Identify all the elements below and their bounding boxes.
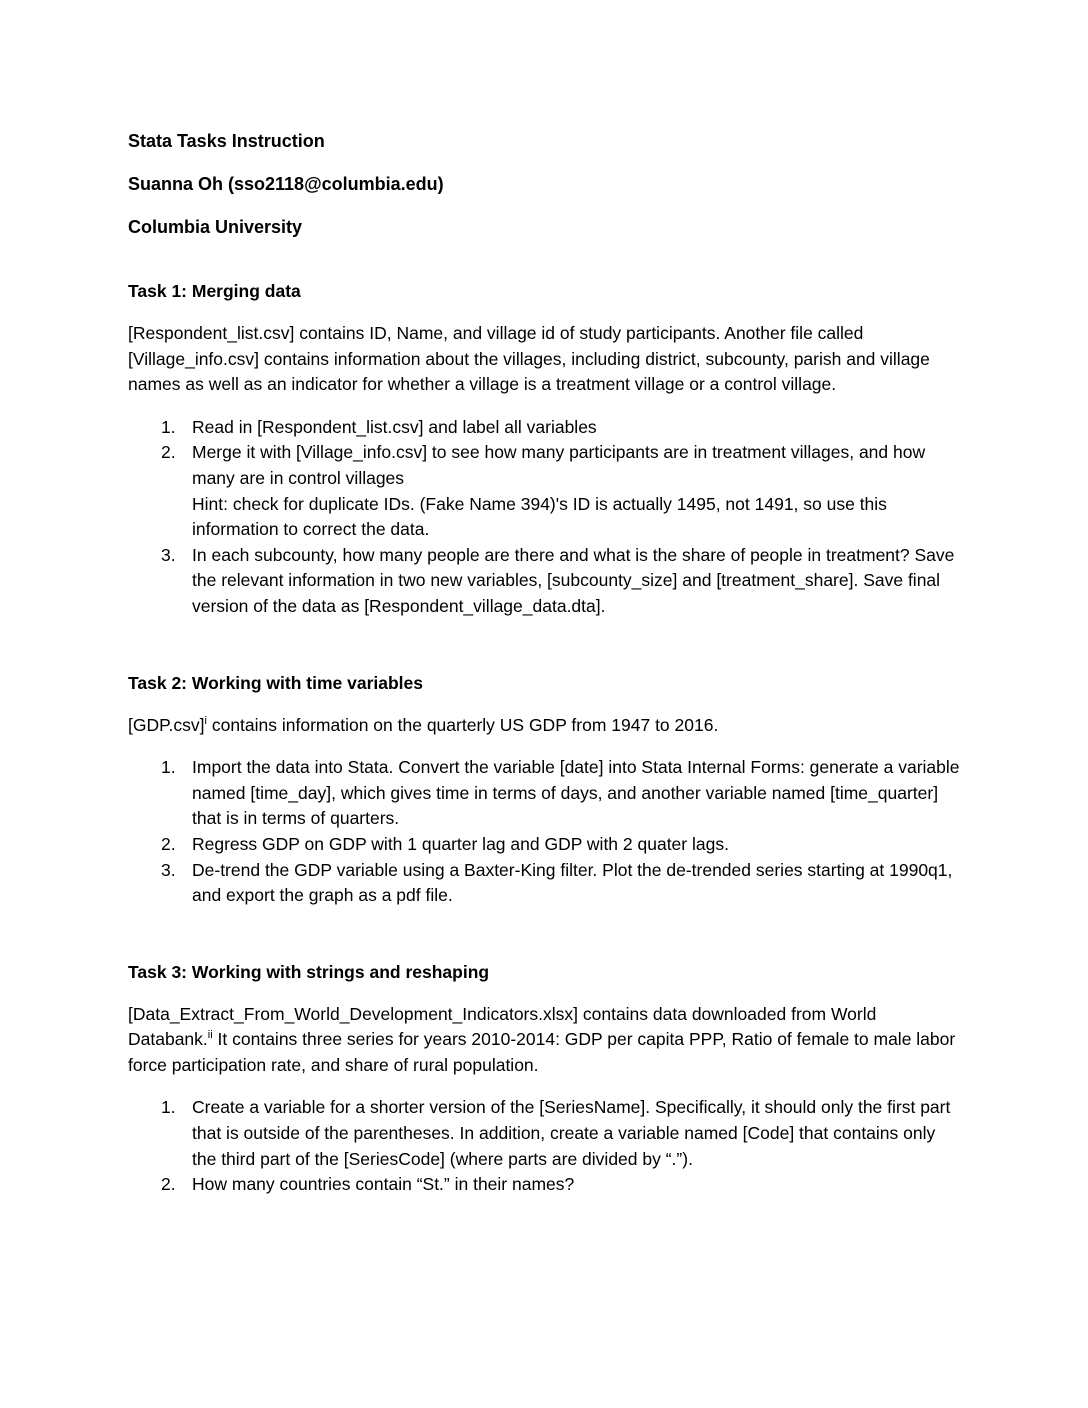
task-1-list xyxy=(192,415,960,620)
list-item-text: How many countries contain “St.” in their names? xyxy=(192,1174,575,1195)
task-1-section xyxy=(128,278,960,620)
list-item-text: De-trend the GDP variable using a Baxter-King filter. Plot the de-trended series starting at 1990q1, and export the graph as a pdf file. xyxy=(192,859,953,906)
footnote-ref-ii: ii xyxy=(207,1029,213,1042)
list-item-text: Create a variable for a shorter version of the [SeriesName]. Specifically, it should only the first part that is outside of the parentheses. In addition, create a variable named [Code] that contains only the third part of the [SeriesCode] (where parts are divided by “.”). xyxy=(192,1097,951,1169)
task-2-heading: Task 2: Working with time variables xyxy=(128,672,423,693)
list-item xyxy=(192,440,960,542)
task-3-list xyxy=(192,1095,960,1197)
footnote-ref-i: i xyxy=(204,714,207,727)
task-2-intro-text: [GDP.csv] xyxy=(128,714,205,735)
task-3-intro-text: [Data_Extract_From_World_Development_Indicators.xlsx] contains data downloaded from World Databank. xyxy=(128,1003,877,1050)
task-3-intro xyxy=(128,1002,960,1079)
list-item xyxy=(192,832,960,858)
list-item xyxy=(192,1172,960,1198)
list-item-text: Regress GDP on GDP with 1 quarter lag and GDP with 2 quater lags. xyxy=(192,833,729,854)
list-item xyxy=(192,543,960,620)
list-item-text: Import the data into Stata. Convert the variable [date] into Stata Internal Forms: generate a variable named [time_day], which gives time in terms of days, and another variable named [time_quarter] that is in terms of quarters. xyxy=(192,757,960,829)
list-item xyxy=(192,1095,960,1172)
list-item-text: In each subcounty, how many people are there and what is the share of people in treatment? Save the relevant information in two new variables, [subcounty_size] and [treatment_share]. Save final version of the data as [Respondent_village_data.dta]. xyxy=(192,544,955,616)
list-item xyxy=(192,415,960,441)
list-item-text: Merge it with [Village_info.csv] to see how many participants are in treatment villages, and how many are in control villages Hint: check for duplicate IDs. (Fake Name 394)'s ID is actually 1495, not 1491, so use this information to correct the data. xyxy=(192,442,926,540)
task-2-intro xyxy=(128,713,960,739)
task-1-intro xyxy=(128,321,960,398)
task-2-section xyxy=(128,670,960,909)
task-3-intro-text-after: It contains three series for years 2010-2014: GDP per capita PPP, Ratio of female to male labor force participation rate, and share of rural population. xyxy=(128,1029,956,1075)
list-item-text: Read in [Respondent_list.csv] and label all variables xyxy=(192,416,597,437)
task-2-list xyxy=(192,755,960,909)
affiliation-line: Columbia University xyxy=(128,217,303,237)
task-2-intro-text-after: contains information on the quarterly US GDP from 1947 to 2016. xyxy=(206,714,719,735)
list-item xyxy=(192,858,960,909)
task-3-heading: Task 3: Working with strings and reshaping xyxy=(128,961,490,982)
document-title: Stata Tasks Instruction xyxy=(128,131,325,151)
task-1-intro-text: [Respondent_list.csv] contains ID, Name, and village id of study participants. Another file called [Village_info.csv] contains information about the villages, including district, subcounty, parish and village names as well as an indicator for whether a village is a treatment village or a control village. xyxy=(128,323,930,395)
task-1-heading: Task 1: Merging data xyxy=(128,281,301,301)
author-line: Suanna Oh (sso2118@columbia.edu) xyxy=(128,174,444,194)
list-item xyxy=(192,755,960,832)
task-3-section xyxy=(128,959,960,1198)
